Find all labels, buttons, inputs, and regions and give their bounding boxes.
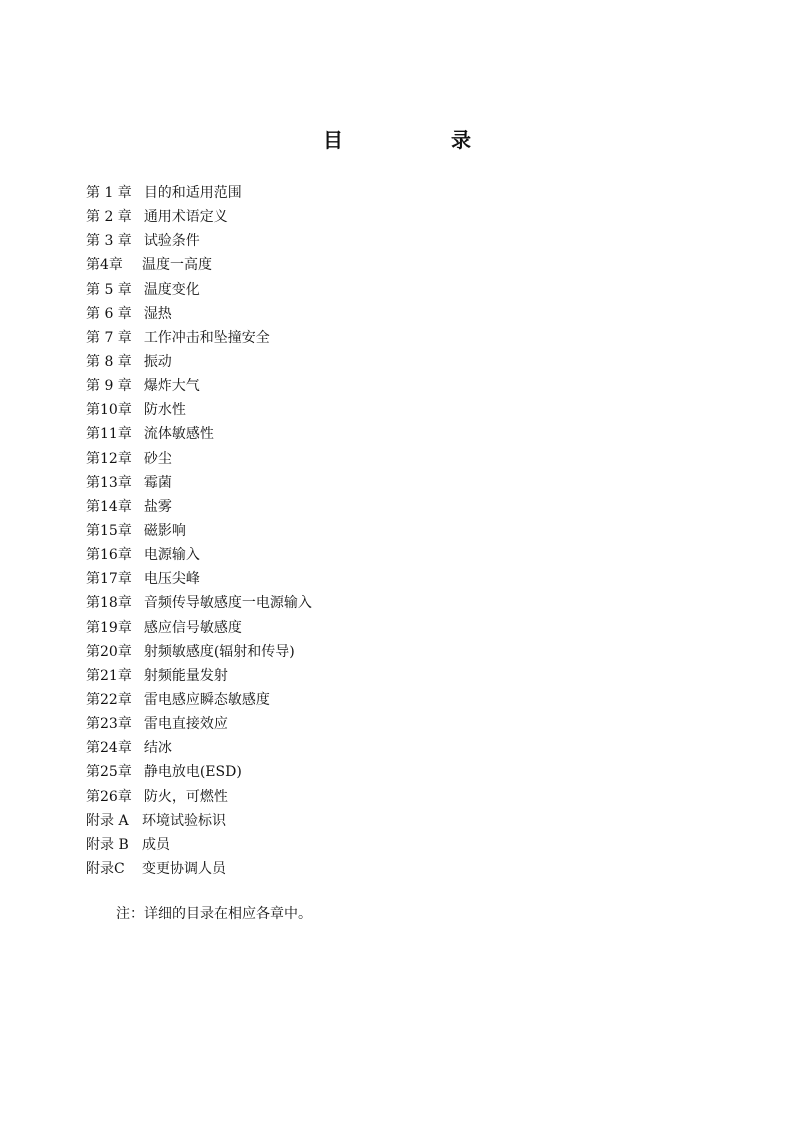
toc-item-label: 工作冲击和坠撞安全 (143, 329, 270, 346)
toc-item-number: 第20章 (86, 643, 132, 660)
table-of-contents (86, 181, 312, 881)
toc-item-number: 第 8 章 (86, 353, 132, 370)
toc-item-number: 第24章 (86, 740, 132, 757)
toc-item-number: 第 1 章 (86, 185, 132, 201)
toc-item[interactable] (86, 833, 312, 857)
toc-item[interactable] (86, 760, 312, 784)
toc-item-label: 音频传导敏感度一电源输入 (143, 595, 312, 612)
toc-item[interactable] (86, 205, 312, 229)
toc-item[interactable] (86, 495, 312, 519)
toc-item[interactable] (86, 471, 312, 495)
toc-item[interactable] (86, 543, 312, 567)
toc-item[interactable] (86, 302, 312, 326)
toc-item-number: 第26章 (86, 788, 132, 805)
toc-item-number: 第11章 (86, 426, 132, 443)
toc-item-label: 防火，可燃性 (143, 788, 228, 805)
toc-item[interactable] (86, 519, 312, 543)
toc-item[interactable] (86, 712, 312, 736)
toc-item-label: 雷电直接效应 (143, 716, 228, 733)
toc-item-label: 防水性 (143, 402, 186, 419)
toc-item-number: 第12章 (86, 450, 132, 467)
toc-item-label: 流体敏感性 (143, 426, 214, 443)
toc-item[interactable] (86, 253, 312, 277)
toc-item-label: 通用术语定义 (143, 209, 228, 226)
toc-item[interactable] (86, 664, 312, 688)
toc-item[interactable] (86, 688, 312, 712)
toc-item-label: 霉菌 (143, 474, 172, 491)
toc-item-number: 第18章 (86, 595, 132, 612)
toc-item-number: 第22章 (86, 691, 132, 708)
toc-item-label: 射频能量发射 (143, 667, 228, 684)
toc-item-label: 电源输入 (143, 547, 200, 564)
toc-item-label: 电压尖峰 (143, 571, 200, 588)
toc-item[interactable] (86, 591, 312, 615)
toc-item-label: 试验条件 (143, 233, 200, 250)
toc-item-label: 温度一高度 (142, 257, 212, 274)
toc-item-label: 环境试验标识 (142, 812, 226, 829)
toc-item-number: 第14章 (86, 498, 132, 515)
toc-item-label: 爆炸大气 (143, 378, 200, 395)
toc-item-number: 第 7 章 (86, 329, 132, 346)
toc-item-label: 湿热 (143, 305, 172, 322)
toc-item-number: 第21章 (86, 667, 132, 684)
toc-item-label: 目的和适用范围 (143, 185, 242, 201)
toc-item[interactable] (86, 229, 312, 253)
toc-item-label: 磁影响 (143, 522, 186, 539)
toc-item[interactable] (86, 785, 312, 809)
toc-item-number: 第16章 (86, 547, 132, 564)
toc-item-number: 第17章 (86, 571, 132, 588)
toc-item-number: 第10章 (86, 402, 132, 419)
toc-item-label: 感应信号敏感度 (143, 619, 242, 636)
toc-item-number: 第13章 (86, 474, 132, 491)
toc-item-label: 成员 (142, 836, 170, 853)
toc-item-number: 第25章 (86, 764, 132, 781)
toc-item-label: 变更协调人员 (142, 860, 226, 877)
toc-item-label: 振动 (143, 353, 172, 370)
toc-item-number: 第4章 (86, 257, 123, 274)
toc-item-number: 附录C (86, 860, 125, 877)
toc-item[interactable] (86, 616, 312, 640)
toc-item-number: 第 5 章 (86, 281, 132, 298)
toc-item-number: 附录 B (86, 836, 129, 853)
toc-note: 注：详细的目录在相应各章中。 (116, 906, 312, 922)
toc-item-number: 第23章 (86, 716, 132, 733)
toc-item-number: 第15章 (86, 522, 132, 539)
toc-item[interactable] (86, 857, 312, 881)
toc-item-number: 第 2 章 (86, 209, 132, 226)
toc-item[interactable] (86, 422, 312, 446)
toc-item-label: 雷电感应瞬态敏感度 (143, 691, 270, 708)
toc-item[interactable] (86, 736, 312, 760)
toc-item[interactable] (86, 640, 312, 664)
toc-item[interactable] (86, 278, 312, 302)
toc-item-label: 射频敏感度(辐射和传导) (143, 643, 295, 660)
toc-item-number: 附录 A (86, 812, 129, 829)
toc-item-number: 第19章 (86, 619, 132, 636)
toc-item-label: 结冰 (143, 740, 172, 757)
toc-item-label: 静电放电(ESD) (143, 764, 242, 781)
toc-item[interactable] (86, 181, 312, 205)
toc-item[interactable] (86, 447, 312, 471)
toc-item[interactable] (86, 398, 312, 422)
toc-item[interactable] (86, 567, 312, 591)
toc-item-label: 温度变化 (143, 281, 200, 298)
toc-item-number: 第 3 章 (86, 233, 132, 250)
toc-item-label: 砂尘 (143, 450, 172, 467)
toc-item[interactable] (86, 809, 312, 833)
toc-item-label: 盐雾 (143, 498, 172, 515)
toc-item-number: 第 9 章 (86, 378, 132, 395)
toc-item[interactable] (86, 350, 312, 374)
toc-item[interactable] (86, 326, 312, 350)
page-title: 目 录 (323, 128, 515, 152)
toc-item[interactable] (86, 374, 312, 398)
toc-item-number: 第 6 章 (86, 305, 132, 322)
